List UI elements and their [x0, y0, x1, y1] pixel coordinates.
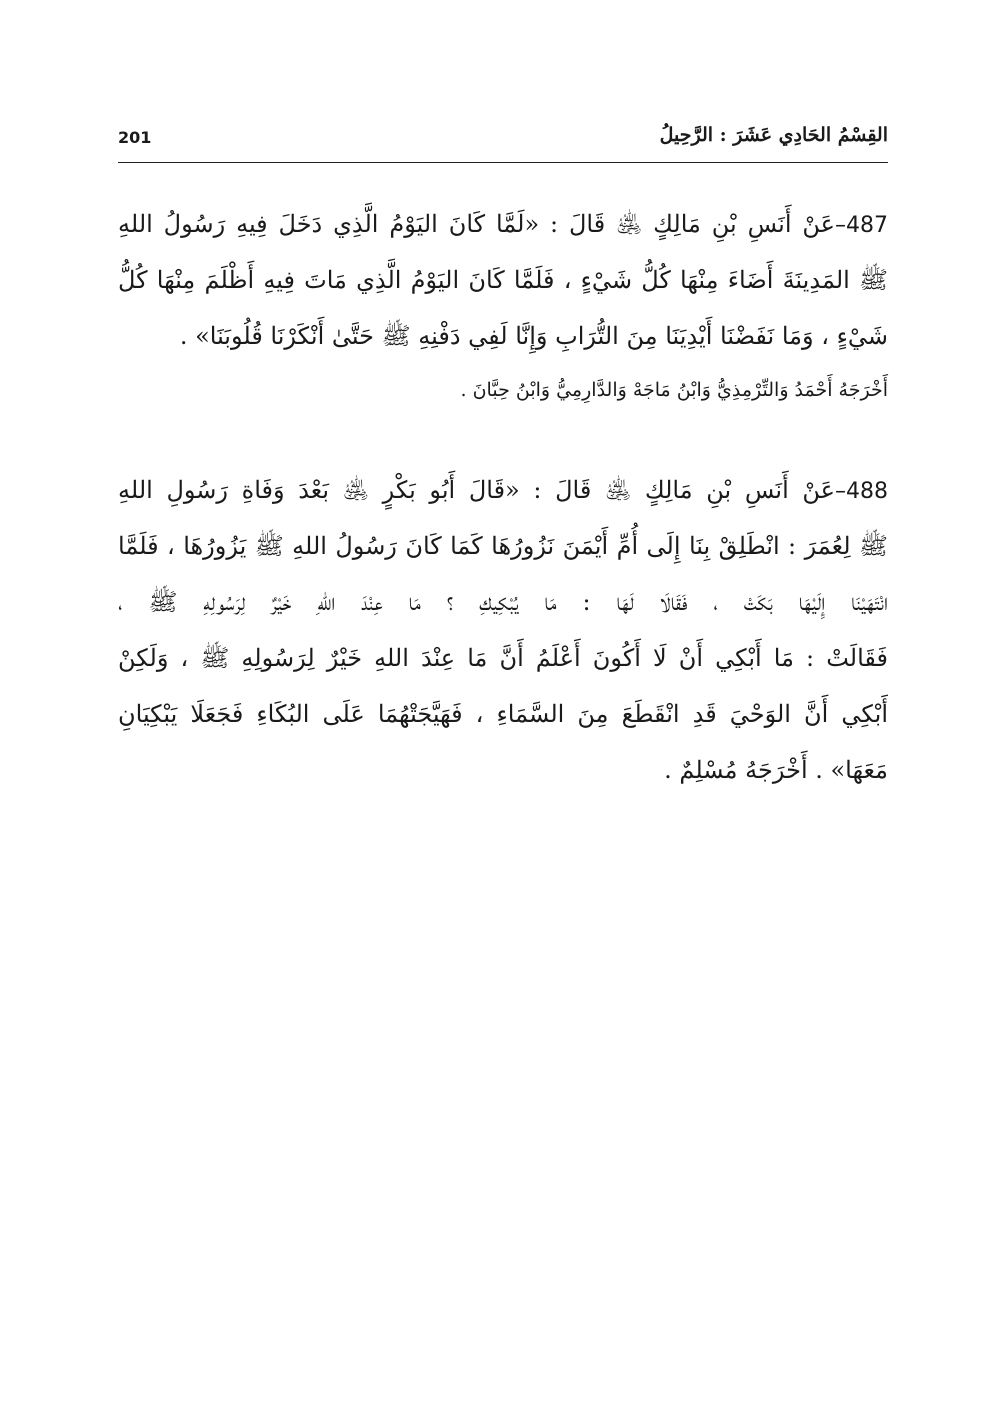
hadith-line	[118, 196, 888, 252]
hadith-line: ﷺ المَدِينَةَ أَضَاءَ مِنْهَا كُلُّ شَيْءٍ ، فَلَمَّا كَانَ اليَوْمُ الَّذِي مَاتَ فِيهِ أَظْلَمَ مِنْهَا كُلُّ	[118, 266, 888, 294]
hadith-line: انْتَهَيْنَا إِلَيْهَا بَكَتْ ، فَقَالَا لَهَا : مَا يُبْكِيكِ ؟ مَا عِنْدَ اللهِ خَيْرٌ لِرَسُولِهِ ﷺ ،	[118, 588, 888, 616]
hadith-487	[118, 196, 888, 416]
takhrij-note: أَخْرَجَهُ أَحْمَدُ وَالتِّرْمِذِيُّ وَابْنُ مَاجَهْ وَالدَّارِمِيُّ وَابْنُ حِبَّانَ .	[460, 379, 888, 401]
hadith-line: مَعَهَا» . أَخْرَجَهُ مُسْلِمٌ .	[664, 756, 888, 784]
page-header	[118, 118, 888, 163]
running-title: القِسْمُ الحَادِي عَشَرَ : الرَّحِيلُ	[659, 124, 888, 146]
hadith-line: شَيْءٍ ، وَمَا نَفَضْنَا أَيْدِيَنَا مِنَ التُّرَابِ وَإِنَّا لَفِي دَفْنِهِ ﷺ حَتَّىٰ أَنْكَرْنَا قُلُوبَنَا» .	[179, 322, 888, 350]
hadith-number: 487–	[835, 213, 888, 238]
hadith-488	[118, 462, 888, 798]
hadith-text: عَنْ أَنَسِ بْنِ مَالِكٍ ﵁ قَالَ : «لَمَّا كَانَ اليَوْمُ الَّذِي دَخَلَ فِيهِ رَسُولُ اللهِ	[118, 210, 835, 238]
hadith-number: 488–	[835, 479, 888, 504]
hadith-line: ﷺ لِعُمَرَ : انْطَلِقْ بِنَا إِلَى أُمِّ أَيْمَنَ نَزُورُهَا كَمَا كَانَ رَسُولُ اللهِ ﷺ يَزُورُهَا ، فَلَمَّا	[118, 532, 888, 560]
hadith-text: عَنْ أَنَسِ بْنِ مَالِكٍ ﵁ قَالَ : «قَالَ أَبُو بَكْرٍ ﵁ بَعْدَ وَفَاةِ رَسُولِ اللهِ	[118, 476, 835, 504]
hadith-line: فَقَالَتْ : مَا أَبْكِي أَنْ لَا أَكُونَ أَعْلَمُ أَنَّ مَا عِنْدَ اللهِ خَيْرٌ لِرَسُولِهِ ﷺ ، وَلَكِنْ	[118, 644, 888, 672]
hadith-line	[118, 462, 888, 518]
hadith-line: أَبْكِي أَنَّ الوَحْيَ قَدِ انْقَطَعَ مِنَ السَّمَاءِ ، فَهَيَّجَتْهُمَا عَلَى البُكَاءِ فَجَعَلَا يَبْكِيَانِ	[118, 700, 888, 728]
page-number: 201	[118, 128, 152, 147]
